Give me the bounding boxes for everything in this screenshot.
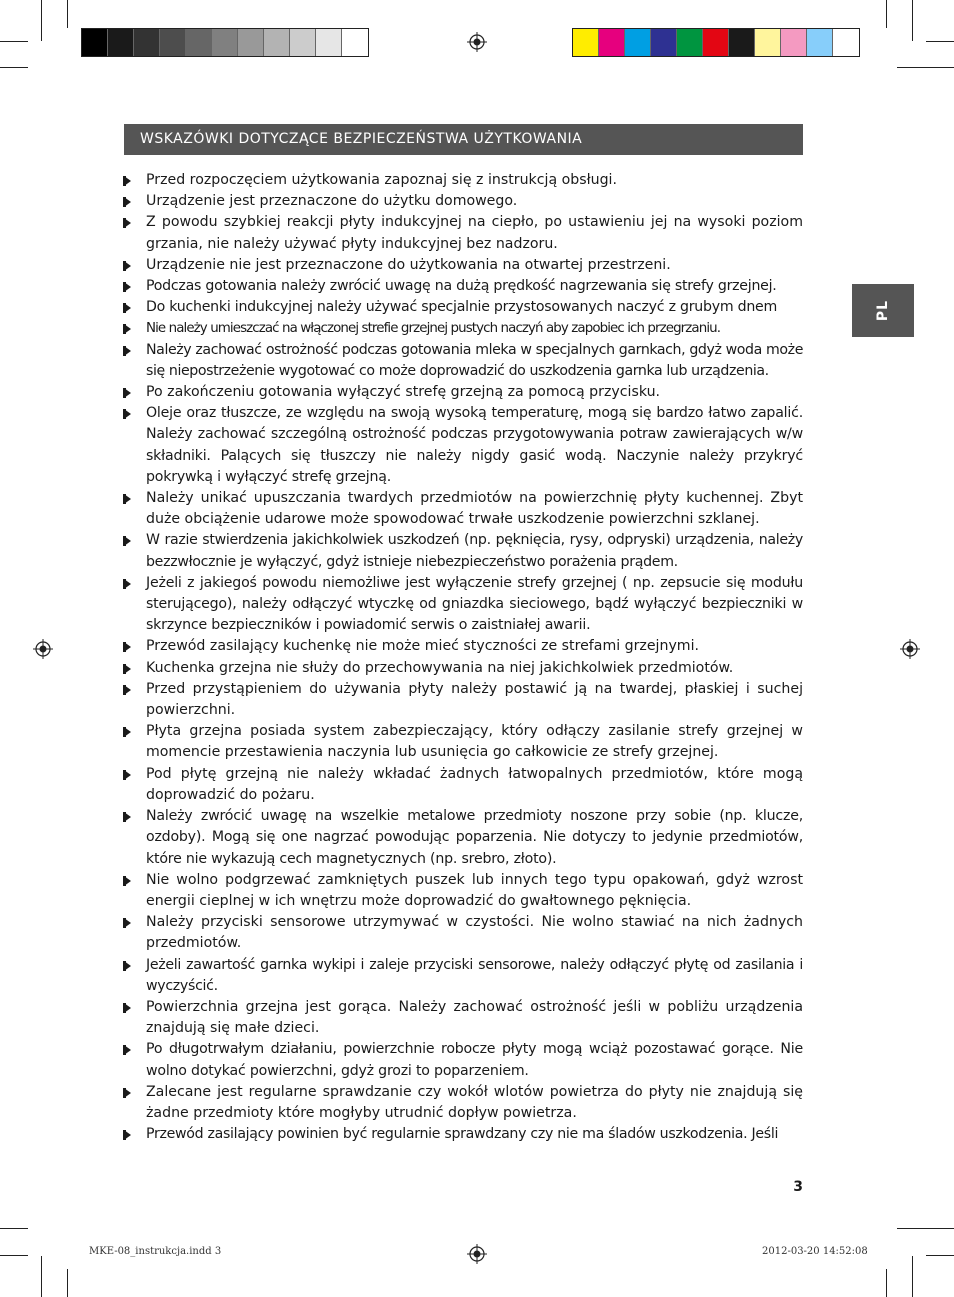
bullet-icon [124,261,131,271]
bullet-icon [124,197,131,207]
registration-mark-icon [467,32,487,52]
bullet-icon [124,876,131,886]
section-header: WSKAZÓWKI DOTYCZĄCE BEZPIECZEŃSTWA UŻYTKOWANIA [124,124,803,155]
bullet-icon [124,664,131,674]
swatch [342,29,368,56]
language-tab [852,284,914,337]
crop-mark [926,1255,954,1256]
crop-mark [897,67,954,68]
swatch [755,29,781,56]
bullet-icon [124,1045,131,1055]
list-item: Nie należy umieszczać na włączonej strefie grzejnej pustych naczyń aby zapobiec ich przegrzaniu. [124,318,803,339]
registration-mark-icon [900,639,920,659]
bullet-icon [124,1088,131,1098]
list-item: Jeżeli z jakiegoś powodu niemożliwe jest wyłączenie strefy grzejnej ( np. zepsucie się modułu sterującego), należy odłączyć wtyczkę od gniazdka sieciowego, bądź wyłączyć bezpieczniki w skrzynce bezpieczników i powiadomić serwis o zaistniałej awarii. [124,573,803,637]
list-item: Urządzenie nie jest przeznaczone do użytkowania na otwartej przestrzeni. [124,255,803,276]
list-item: Z powodu szybkiej reakcji płyty indukcyjnej na ciepło, po ustawieniu jej na wysoki poziom grzania, nie należy używać płyty indukcyjnej bez nadzoru. [124,212,803,254]
bullet-icon [124,324,131,334]
swatch [82,29,108,56]
crop-mark [886,0,887,28]
list-item: Płyta grzejna posiada system zabezpieczający, który odłączy zasilanie strefy grzejnej w momencie przestawienia naczynia lub usunięcia go całkowicie ze strefy grzejnej. [124,721,803,763]
list-item: Oleje oraz tłuszcze, ze względu na swoją wysoką temperaturę, mogą się bardzo łatwo zapalić. Należy zachować szczególną ostrożność podczas przygotowywania potraw zawierających w/w składniki. Palących się tłuszczy nie należy nigdy gasić wodą. Naczynie należy przykryć pokrywką i wyłączyć strefę grzejną. [124,403,803,488]
bullet-icon [124,176,131,186]
bullet-icon [124,1003,131,1013]
list-item: Należy zwrócić uwagę na wszelkie metalowe przedmioty noszone przy sobie (np. klucze, ozdoby). Mogą się one nagrzać powodując poparzenia. Nie dotyczy to jedynie przedmiotów, które nie wykazują cech magnetycznych (np. srebro, złoto). [124,806,803,870]
bullet-icon [124,1130,131,1140]
crop-mark [886,1269,887,1297]
list-item: Przewód zasilający powinien być regularnie sprawdzany czy nie ma śladów uszkodzenia. Jeśli [124,1124,803,1145]
bullet-icon [124,303,131,313]
swatch [186,29,212,56]
grayscale-bar [81,28,369,57]
bullet-icon [124,727,131,737]
slug-timestamp: 2012-03-20 14:52:08 [762,1246,868,1257]
list-item: Pod płytę grzejną nie należy wkładać żadnych łatwopalnych przedmiotów, które mogą doprowadzić do pożaru. [124,764,803,806]
slug-file: MKE-08_instrukcja.indd 3 [89,1246,222,1257]
list-item: Należy przyciski sensorowe utrzymywać w czystości. Nie wolno stawiać na nich żadnych przedmiotów. [124,912,803,954]
list-item: Przed przystąpieniem do używania płyty należy postawić ją na twardej, płaskiej i suchej powierzchni. [124,679,803,721]
list-item: Po długotrwałym działaniu, powierzchnie robocze płyty mogą wciąż pozostawać gorące. Nie wolno dotykać powierzchni, gdyż grozi to poparzeniem. [124,1039,803,1081]
swatch [651,29,677,56]
crop-mark [41,0,42,41]
crop-mark [926,41,954,42]
swatch [212,29,238,56]
crop-mark [67,1269,68,1297]
list-item: W razie stwierdzenia jakichkolwiek uszkodzeń (np. pęknięcia, rysy, odpryski) urządzenia, należy bezzwłocznie je wyłączyć, gdyż istnieje niebezpieczeństwo porażenia prądem. [124,530,803,572]
swatch [238,29,264,56]
crop-mark [67,0,68,28]
crop-mark [897,1228,954,1229]
bullet-icon [124,685,131,695]
crop-mark [0,67,28,68]
bullet-icon [124,918,131,928]
crop-mark [912,0,913,41]
list-item: Po zakończeniu gotowania wyłączyć strefę grzejną za pomocą przycisku. [124,382,803,403]
bullet-icon [124,770,131,780]
swatch [290,29,316,56]
bullet-icon [124,282,131,292]
swatch [134,29,160,56]
bullet-icon [124,536,131,546]
crop-mark [912,1256,913,1297]
bullet-icon [124,218,131,228]
list-item: Do kuchenki indukcyjnej należy używać specjalnie przystosowanych naczyć z grubym dnem [124,297,803,318]
page-number: 3 [793,1179,803,1195]
list-item: Jeżeli zawartość garnka wykipi i zaleje przyciski sensorowe, należy odłączyć płytę od zasilania i wyczyścić. [124,955,803,997]
registration-mark-icon [33,639,53,659]
swatch [807,29,833,56]
bullet-icon [124,642,131,652]
swatch [160,29,186,56]
bullet-icon [124,579,131,589]
list-item: Przed rozpoczęciem użytkowania zapoznaj się z instrukcją obsługi. [124,170,803,191]
swatch [781,29,807,56]
swatch [729,29,755,56]
swatch [316,29,342,56]
list-item: Należy zachować ostrożność podczas gotowania mleka w specjalnych garnkach, gdyż woda może się niepostrzeżenie wygotować co może doprowadzić do uszkodzenia garnka lub urządzenia. [124,340,803,382]
list-item: Kuchenka grzejna nie służy do przechowywania na niej jakichkolwiek przedmiotów. [124,658,803,679]
list-item: Należy unikać upuszczania twardych przedmiotów na powierzchnię płyty kuchennej. Zbyt duże obciążenie udarowe może spowodować trwałe uszkodzenie powierzchni szklanej. [124,488,803,530]
swatch [677,29,703,56]
bullet-icon [124,388,131,398]
list-item: Zalecane jest regularne sprawdzanie czy wokół wlotów powietrza do płyty nie znajdują się żadne przedmioty które mogłyby utrudnić dopływ powietrza. [124,1082,803,1124]
bullet-icon [124,961,131,971]
list-item: Przewód zasilający kuchenkę nie może mieć styczności ze strefami grzejnymi. [124,636,803,657]
safety-list [124,170,803,1145]
list-item: Urządzenie jest przeznaczone do użytku domowego. [124,191,803,212]
swatch [599,29,625,56]
swatch [833,29,859,56]
crop-mark [0,1255,28,1256]
swatch [108,29,134,56]
color-bar [572,28,860,57]
crop-mark [0,1228,28,1229]
list-item: Nie wolno podgrzewać zamkniętych puszek lub innych tego typu opakowań, gdyż wzrost energii cieplnej w ich wnętrzu może doprowadzić do gwałtownego pęknięcia. [124,870,803,912]
list-item: Powierzchnia grzejna jest gorąca. Należy zachować ostrożność jeśli w pobliżu urządzenia znajdują się małe dzieci. [124,997,803,1039]
bullet-icon [124,494,131,504]
swatch [573,29,599,56]
list-item: Podczas gotowania należy zwrócić uwagę na dużą prędkość nagrzewania się strefy grzejnej. [124,276,803,297]
crop-mark [0,41,28,42]
bullet-icon [124,409,131,419]
registration-mark-icon [467,1244,487,1264]
swatch [625,29,651,56]
crop-mark [41,1256,42,1297]
bullet-icon [124,346,131,356]
swatch [703,29,729,56]
language-tab-label: PL [875,299,891,322]
bullet-icon [124,812,131,822]
swatch [264,29,290,56]
